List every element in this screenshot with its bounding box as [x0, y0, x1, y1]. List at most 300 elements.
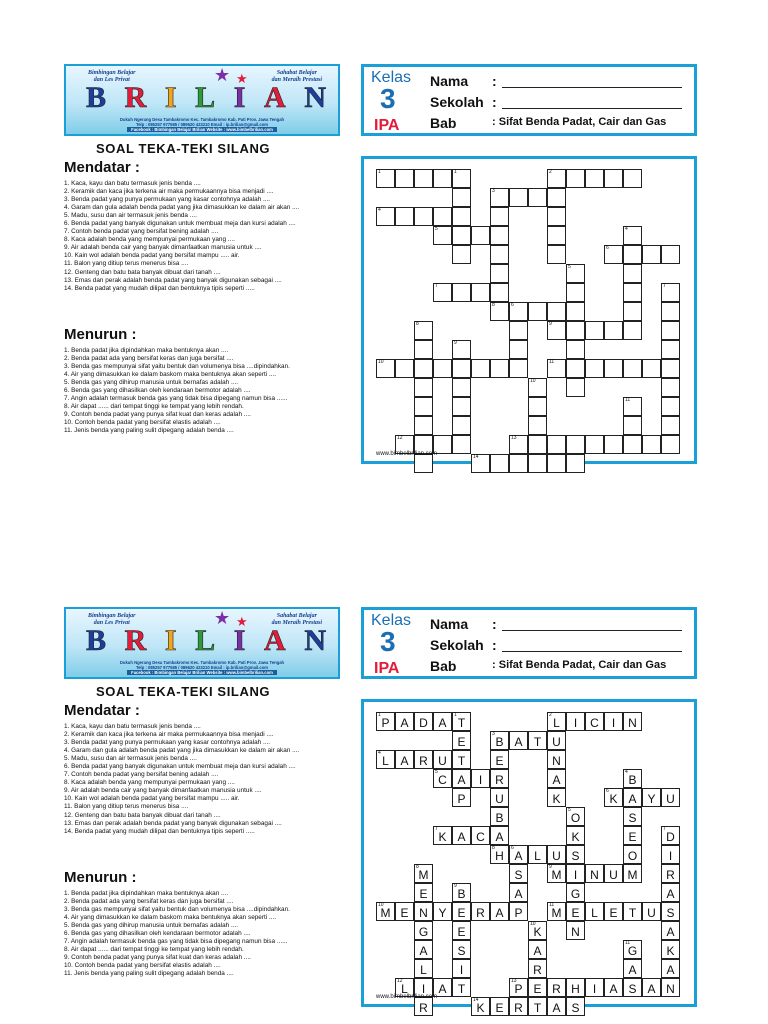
answer-letter: A: [457, 830, 466, 844]
clue-number: 14: [473, 454, 479, 460]
crossword-cell[interactable]: [414, 883, 433, 902]
crossword-cell[interactable]: [566, 997, 585, 1016]
crossword-cell[interactable]: [509, 340, 528, 359]
crossword-cell[interactable]: [471, 454, 490, 473]
crossword-cell[interactable]: [414, 750, 433, 769]
crossword-cell[interactable]: [452, 188, 471, 207]
crossword-cell[interactable]: [547, 712, 566, 731]
crossword-cell[interactable]: [547, 769, 566, 788]
crossword-cell[interactable]: [566, 340, 585, 359]
mendatar-clue: 5. Madu, susu dan air termasuk jenis benda ....: [64, 212, 197, 220]
crossword-cell[interactable]: [452, 435, 471, 454]
crossword-cell[interactable]: [661, 321, 680, 340]
crossword-cell[interactable]: [433, 359, 452, 378]
crossword-cell[interactable]: [509, 845, 528, 864]
crossword-cell[interactable]: [566, 807, 585, 826]
crossword-cell[interactable]: [642, 978, 661, 997]
answer-letter: N: [628, 716, 637, 730]
mendatar-clue: 8. Kaca adalah benda yang mempunyai permukaan yang ....: [64, 779, 235, 787]
crossword-cell[interactable]: [566, 978, 585, 997]
clue-number: 4: [625, 226, 628, 232]
crossword-cell[interactable]: [471, 359, 490, 378]
crossword-cell[interactable]: [376, 169, 395, 188]
crossword-cell[interactable]: [661, 378, 680, 397]
clue-number: 5: [435, 769, 438, 775]
crossword-cell[interactable]: [452, 788, 471, 807]
crossword-cell[interactable]: [509, 864, 528, 883]
crossword-cell[interactable]: [566, 845, 585, 864]
crossword-cell[interactable]: [452, 169, 471, 188]
crossword-cell[interactable]: [509, 359, 528, 378]
crossword-cell[interactable]: [433, 750, 452, 769]
mendatar-clue: 12. Genteng dan batu bata banyak dibuat dari tanah ....: [64, 268, 221, 276]
crossword-cell[interactable]: [661, 359, 680, 378]
crossword-cell[interactable]: [623, 940, 642, 959]
crossword-cell[interactable]: [604, 788, 623, 807]
crossword-cell[interactable]: [566, 864, 585, 883]
crossword-cell[interactable]: [623, 959, 642, 978]
clue-number: 7: [435, 826, 438, 832]
crossword-cell[interactable]: [528, 454, 547, 473]
crossword-cell[interactable]: [490, 769, 509, 788]
crossword-cell[interactable]: [661, 978, 680, 997]
crossword-cell[interactable]: [661, 902, 680, 921]
crossword-cell[interactable]: [433, 283, 452, 302]
crossword-cell[interactable]: [395, 207, 414, 226]
crossword-cell[interactable]: [547, 435, 566, 454]
logo-wordmark: B R I L I A N: [86, 81, 326, 114]
crossword-cell[interactable]: [509, 188, 528, 207]
menurun-clue: 5. Benda gas yang dihirup manusia untuk bernafas adalah ....: [64, 379, 239, 387]
crossword-cell[interactable]: [452, 769, 471, 788]
crossword-cell[interactable]: [566, 302, 585, 321]
crossword-cell[interactable]: [623, 283, 642, 302]
crossword-cell[interactable]: [452, 416, 471, 435]
crossword-cell[interactable]: [471, 226, 490, 245]
answer-letter: K: [571, 830, 580, 844]
crossword-cell[interactable]: [433, 902, 452, 921]
crossword-cell[interactable]: [623, 788, 642, 807]
menurun-clue: 3. Benda gas mempunyai sifat yaitu bentuk dan volumenya bisa ....dipindahkan.: [64, 363, 290, 371]
clue-number: 12: [397, 978, 403, 984]
menurun-clue: 9. Contoh benda padat yang punya sifat kuat dan keras adalah ....: [64, 411, 251, 419]
crossword-cell[interactable]: [414, 416, 433, 435]
crossword-cell[interactable]: [547, 788, 566, 807]
crossword-cell[interactable]: [528, 940, 547, 959]
crossword-cell[interactable]: [395, 359, 414, 378]
crossword-cell[interactable]: [585, 435, 604, 454]
crossword-cell[interactable]: [566, 378, 585, 397]
crossword-cell[interactable]: [490, 902, 509, 921]
answer-letter: I: [573, 716, 578, 730]
answer-letter: R: [552, 982, 561, 996]
crossword-cell[interactable]: [604, 435, 623, 454]
kelas-number: 3: [380, 83, 396, 114]
crossword-cell[interactable]: [528, 731, 547, 750]
crossword-cell[interactable]: [566, 883, 585, 902]
crossword-cell[interactable]: [547, 978, 566, 997]
crossword-frame: [361, 699, 697, 1015]
clue-number: 9: [549, 321, 552, 327]
clue-number: 2: [549, 712, 552, 718]
crossword-cell[interactable]: [452, 359, 471, 378]
crossword-cell[interactable]: [623, 807, 642, 826]
crossword-cell[interactable]: [376, 750, 395, 769]
crossword-cell[interactable]: [566, 283, 585, 302]
crossword-cell[interactable]: [604, 169, 623, 188]
crossword-cell[interactable]: [528, 416, 547, 435]
crossword-cell[interactable]: [585, 864, 604, 883]
crossword-cell[interactable]: [490, 807, 509, 826]
crossword-cell[interactable]: [642, 435, 661, 454]
crossword-cell[interactable]: [528, 997, 547, 1016]
crossword-cell[interactable]: [490, 359, 509, 378]
crossword-cell[interactable]: [452, 731, 471, 750]
crossword-cell[interactable]: [585, 359, 604, 378]
crossword-cell[interactable]: [566, 359, 585, 378]
logo-tagline-left: Bimbingan Belajar dan Les Privat: [88, 613, 136, 626]
crossword-cell[interactable]: [452, 283, 471, 302]
crossword-cell[interactable]: [509, 883, 528, 902]
mendatar-clue: 2. Keramik dan kaca jika terkena air maka permukaannya bisa menjadi ....: [64, 188, 274, 196]
crossword-cell[interactable]: [661, 959, 680, 978]
crossword-cell[interactable]: [661, 788, 680, 807]
crossword-cell[interactable]: [528, 397, 547, 416]
crossword-cell[interactable]: [490, 302, 509, 321]
crossword-cell[interactable]: [642, 788, 661, 807]
menurun-clue: 9. Contoh benda padat yang punya sifat kuat dan keras adalah ....: [64, 954, 251, 962]
answer-letter: A: [457, 773, 466, 787]
crossword-cell[interactable]: [661, 864, 680, 883]
crossword-cell[interactable]: [547, 454, 566, 473]
answer-letter: P: [457, 792, 466, 806]
answer-letter: S: [571, 1001, 580, 1015]
crossword-cell[interactable]: [547, 226, 566, 245]
crossword-cell[interactable]: [623, 864, 642, 883]
crossword-cell[interactable]: [642, 359, 661, 378]
answer-letter: T: [628, 906, 637, 920]
crossword-cell[interactable]: [452, 902, 471, 921]
answer-letter: U: [438, 754, 447, 768]
crossword-cell[interactable]: [547, 359, 566, 378]
crossword-cell[interactable]: [661, 845, 680, 864]
crossword-cell[interactable]: [623, 712, 642, 731]
answer-letter: L: [534, 849, 541, 863]
answer-letter: O: [627, 849, 638, 863]
crossword-cell[interactable]: [585, 978, 604, 997]
menurun-clue: 3. Benda gas mempunyai sifat yaitu bentuk dan volumenya bisa ....dipindahkan.: [64, 906, 290, 914]
crossword-cell[interactable]: [490, 226, 509, 245]
crossword-cell[interactable]: [509, 454, 528, 473]
crossword-cell[interactable]: [547, 997, 566, 1016]
crossword-cell[interactable]: [623, 769, 642, 788]
crossword-cell[interactable]: [547, 188, 566, 207]
crossword-cell[interactable]: [547, 731, 566, 750]
crossword-cell[interactable]: [604, 359, 623, 378]
crossword-cell[interactable]: [433, 226, 452, 245]
crossword-cell[interactable]: [604, 712, 623, 731]
student-info-box: Kelas 3 IPA Nama : Sekolah : Bab : Sifat Benda Padat, Cair dan Gas: [361, 607, 697, 679]
crossword-cell[interactable]: [566, 169, 585, 188]
crossword-cell[interactable]: [604, 902, 623, 921]
answer-letter: A: [609, 982, 618, 996]
answer-letter: C: [590, 716, 599, 730]
crossword-cell[interactable]: [452, 226, 471, 245]
answer-letter: R: [666, 868, 675, 882]
crossword-cell[interactable]: [623, 264, 642, 283]
crossword-cell[interactable]: [566, 454, 585, 473]
crossword-cell[interactable]: [604, 978, 623, 997]
crossword-cell[interactable]: [623, 226, 642, 245]
crossword-cell[interactable]: [490, 845, 509, 864]
crossword-cell[interactable]: [414, 378, 433, 397]
crossword-cell[interactable]: [623, 435, 642, 454]
crossword-cell[interactable]: [471, 283, 490, 302]
clue-number: 4: [378, 750, 381, 756]
crossword-cell[interactable]: [604, 864, 623, 883]
crossword-cell[interactable]: [528, 378, 547, 397]
crossword-cell[interactable]: [452, 207, 471, 226]
crossword-cell[interactable]: [547, 302, 566, 321]
crossword-cell[interactable]: [376, 712, 395, 731]
crossword-cell[interactable]: [414, 359, 433, 378]
crossword-cell[interactable]: [452, 883, 471, 902]
answer-letter: M: [551, 906, 562, 920]
mendatar-clue: 9. Air adalah benda cair yang banyak dimanfaatkan manusia untuk ....: [64, 244, 262, 252]
crossword-cell[interactable]: [433, 712, 452, 731]
crossword-cell[interactable]: [566, 321, 585, 340]
crossword-cell[interactable]: [528, 435, 547, 454]
crossword-cell[interactable]: [547, 845, 566, 864]
crossword-cell[interactable]: [528, 845, 547, 864]
star-icon: ★: [214, 608, 231, 628]
crossword-cell[interactable]: [490, 283, 509, 302]
answer-letter: P: [381, 716, 390, 730]
crossword-cell[interactable]: [452, 245, 471, 264]
crossword-cell[interactable]: [566, 435, 585, 454]
crossword-cell[interactable]: [509, 902, 528, 921]
crossword-cell[interactable]: [452, 378, 471, 397]
answer-letter: R: [419, 754, 428, 768]
crossword-cell[interactable]: [509, 302, 528, 321]
crossword-cell[interactable]: [452, 826, 471, 845]
crossword-cell[interactable]: [376, 359, 395, 378]
crossword-cell[interactable]: [395, 169, 414, 188]
crossword-cell[interactable]: [528, 978, 547, 997]
crossword-cell[interactable]: [528, 921, 547, 940]
crossword-cell[interactable]: [414, 397, 433, 416]
crossword-cell[interactable]: [414, 207, 433, 226]
crossword-cell[interactable]: [661, 397, 680, 416]
crossword-cell[interactable]: [623, 416, 642, 435]
crossword-cell[interactable]: [414, 340, 433, 359]
clue-number: 6: [606, 245, 609, 251]
crossword-cell[interactable]: [642, 902, 661, 921]
bab-label: Bab: [430, 115, 457, 131]
crossword-cell[interactable]: [452, 940, 471, 959]
worksheet-title: SOAL TEKA-TEKI SILANG: [96, 684, 271, 699]
answer-letter: T: [533, 1001, 542, 1015]
crossword-cell[interactable]: [490, 788, 509, 807]
crossword-cell[interactable]: [414, 940, 433, 959]
crossword-cell[interactable]: [528, 302, 547, 321]
crossword-cell[interactable]: [623, 902, 642, 921]
crossword-cell[interactable]: [452, 750, 471, 769]
answer-letter: R: [476, 906, 485, 920]
crossword-cell[interactable]: [452, 712, 471, 731]
crossword-cell[interactable]: [661, 435, 680, 454]
answer-letter: A: [552, 773, 561, 787]
crossword-cell[interactable]: [661, 340, 680, 359]
answer-letter: U: [666, 792, 675, 806]
crossword-cell[interactable]: [585, 712, 604, 731]
crossword-cell[interactable]: [433, 207, 452, 226]
crossword-cell[interactable]: [433, 826, 452, 845]
crossword-cell[interactable]: [661, 921, 680, 940]
answer-letter: A: [514, 887, 523, 901]
crossword-cell[interactable]: [490, 454, 509, 473]
crossword-cell[interactable]: [566, 826, 585, 845]
crossword-cell[interactable]: [395, 712, 414, 731]
crossword-cell[interactable]: [661, 283, 680, 302]
crossword-cell[interactable]: [623, 845, 642, 864]
crossword-cell[interactable]: [623, 359, 642, 378]
answer-letter: I: [592, 982, 597, 996]
crossword-cell[interactable]: [509, 978, 528, 997]
crossword-cell[interactable]: [490, 264, 509, 283]
crossword-cell[interactable]: [623, 302, 642, 321]
crossword-cell[interactable]: [547, 864, 566, 883]
crossword-cell[interactable]: [414, 864, 433, 883]
crossword-cell[interactable]: [661, 826, 680, 845]
kelas-label: Kelas: [371, 612, 412, 629]
crossword-cell[interactable]: [623, 321, 642, 340]
crossword-cell[interactable]: [490, 188, 509, 207]
crossword-cell[interactable]: [414, 321, 433, 340]
crossword-cell[interactable]: [528, 959, 547, 978]
crossword-cell[interactable]: [623, 245, 642, 264]
nama-field[interactable]: [502, 87, 682, 88]
crossword-cell[interactable]: [585, 902, 604, 921]
crossword-cell[interactable]: [471, 997, 490, 1016]
crossword-cell[interactable]: [661, 416, 680, 435]
crossword-cell[interactable]: [395, 750, 414, 769]
crossword-cell[interactable]: [452, 397, 471, 416]
crossword-cell[interactable]: [661, 245, 680, 264]
crossword-cell[interactable]: [376, 902, 395, 921]
crossword-cell[interactable]: [433, 169, 452, 188]
crossword-cell[interactable]: [566, 921, 585, 940]
crossword-cell[interactable]: [661, 302, 680, 321]
menurun-clue: 5. Benda gas yang dihirup manusia untuk bernafas adalah ....: [64, 922, 239, 930]
crossword-cell[interactable]: [376, 207, 395, 226]
crossword-cell[interactable]: [661, 940, 680, 959]
clue-number: 9: [454, 340, 457, 346]
crossword-cell[interactable]: [566, 902, 585, 921]
crossword-cell[interactable]: [623, 978, 642, 997]
crossword-cell[interactable]: [604, 321, 623, 340]
crossword-frame: [361, 156, 697, 464]
mendatar-heading: Mendatar :: [64, 702, 140, 719]
crossword-cell[interactable]: [433, 769, 452, 788]
clue-number: 4: [378, 207, 381, 213]
crossword-cell[interactable]: [414, 169, 433, 188]
crossword-cell[interactable]: [509, 997, 528, 1016]
crossword-cell[interactable]: [547, 207, 566, 226]
crossword-cell[interactable]: [566, 264, 585, 283]
answer-letter: T: [457, 716, 466, 730]
crossword-cell[interactable]: [452, 978, 471, 997]
sekolah-label: Sekolah: [430, 94, 484, 110]
answer-letter: D: [419, 716, 428, 730]
crossword-cell[interactable]: [509, 435, 528, 454]
crossword-cell[interactable]: [490, 750, 509, 769]
crossword-cell[interactable]: [509, 731, 528, 750]
crossword-cell[interactable]: [471, 902, 490, 921]
crossword-cell[interactable]: [623, 169, 642, 188]
crossword-cell[interactable]: [490, 826, 509, 845]
crossword-cell[interactable]: [414, 902, 433, 921]
crossword-cell[interactable]: [414, 959, 433, 978]
crossword-cell[interactable]: [490, 731, 509, 750]
crossword-cell[interactable]: [547, 169, 566, 188]
crossword-cell[interactable]: [547, 245, 566, 264]
crossword-cell[interactable]: [547, 902, 566, 921]
crossword-cell[interactable]: [566, 712, 585, 731]
crossword-cell[interactable]: [585, 321, 604, 340]
answer-letter: A: [666, 925, 675, 939]
crossword-cell[interactable]: [452, 340, 471, 359]
crossword-cell[interactable]: [414, 921, 433, 940]
crossword-cell[interactable]: [471, 826, 490, 845]
crossword-cell[interactable]: [395, 902, 414, 921]
sekolah-field[interactable]: [502, 651, 682, 652]
answer-letter: B: [457, 887, 466, 901]
crossword-cell[interactable]: [471, 769, 490, 788]
crossword-cell[interactable]: [490, 245, 509, 264]
crossword-cell[interactable]: [547, 750, 566, 769]
crossword-cell[interactable]: [509, 321, 528, 340]
crossword-cell[interactable]: [661, 883, 680, 902]
crossword-cell[interactable]: [452, 959, 471, 978]
menurun-clue: 1. Benda padat jika dipindahkan maka bentuknya akan ....: [64, 890, 229, 897]
answer-letter: U: [609, 868, 618, 882]
crossword-cell[interactable]: [623, 826, 642, 845]
answer-letter: T: [457, 982, 466, 996]
menurun-clue: 2. Benda padat ada yang bersifat keras dan juga bersifat ....: [64, 898, 234, 906]
menurun-clue: 7. Angin adalah termasuk benda gas yang tidak bisa dipegang namun bisa ......: [64, 938, 288, 946]
crossword-cell[interactable]: [490, 207, 509, 226]
clue-number: 3: [492, 188, 495, 194]
answer-letter: E: [628, 830, 637, 844]
sekolah-field[interactable]: [502, 108, 682, 109]
crossword-cell[interactable]: [547, 321, 566, 340]
crossword-cell[interactable]: [452, 921, 471, 940]
crossword-cell[interactable]: [528, 188, 547, 207]
clue-number: 11: [549, 359, 555, 365]
subject-label: IPA: [374, 117, 400, 134]
crossword-cell[interactable]: [585, 169, 604, 188]
crossword-cell[interactable]: [604, 245, 623, 264]
clue-number: 1: [378, 712, 381, 718]
crossword-cell[interactable]: [642, 245, 661, 264]
nama-field[interactable]: [502, 630, 682, 631]
answer-letter: E: [419, 887, 428, 901]
crossword-cell[interactable]: [623, 397, 642, 416]
crossword-cell[interactable]: [490, 997, 509, 1016]
crossword-cell[interactable]: [414, 712, 433, 731]
clue-number: 5: [568, 264, 571, 270]
